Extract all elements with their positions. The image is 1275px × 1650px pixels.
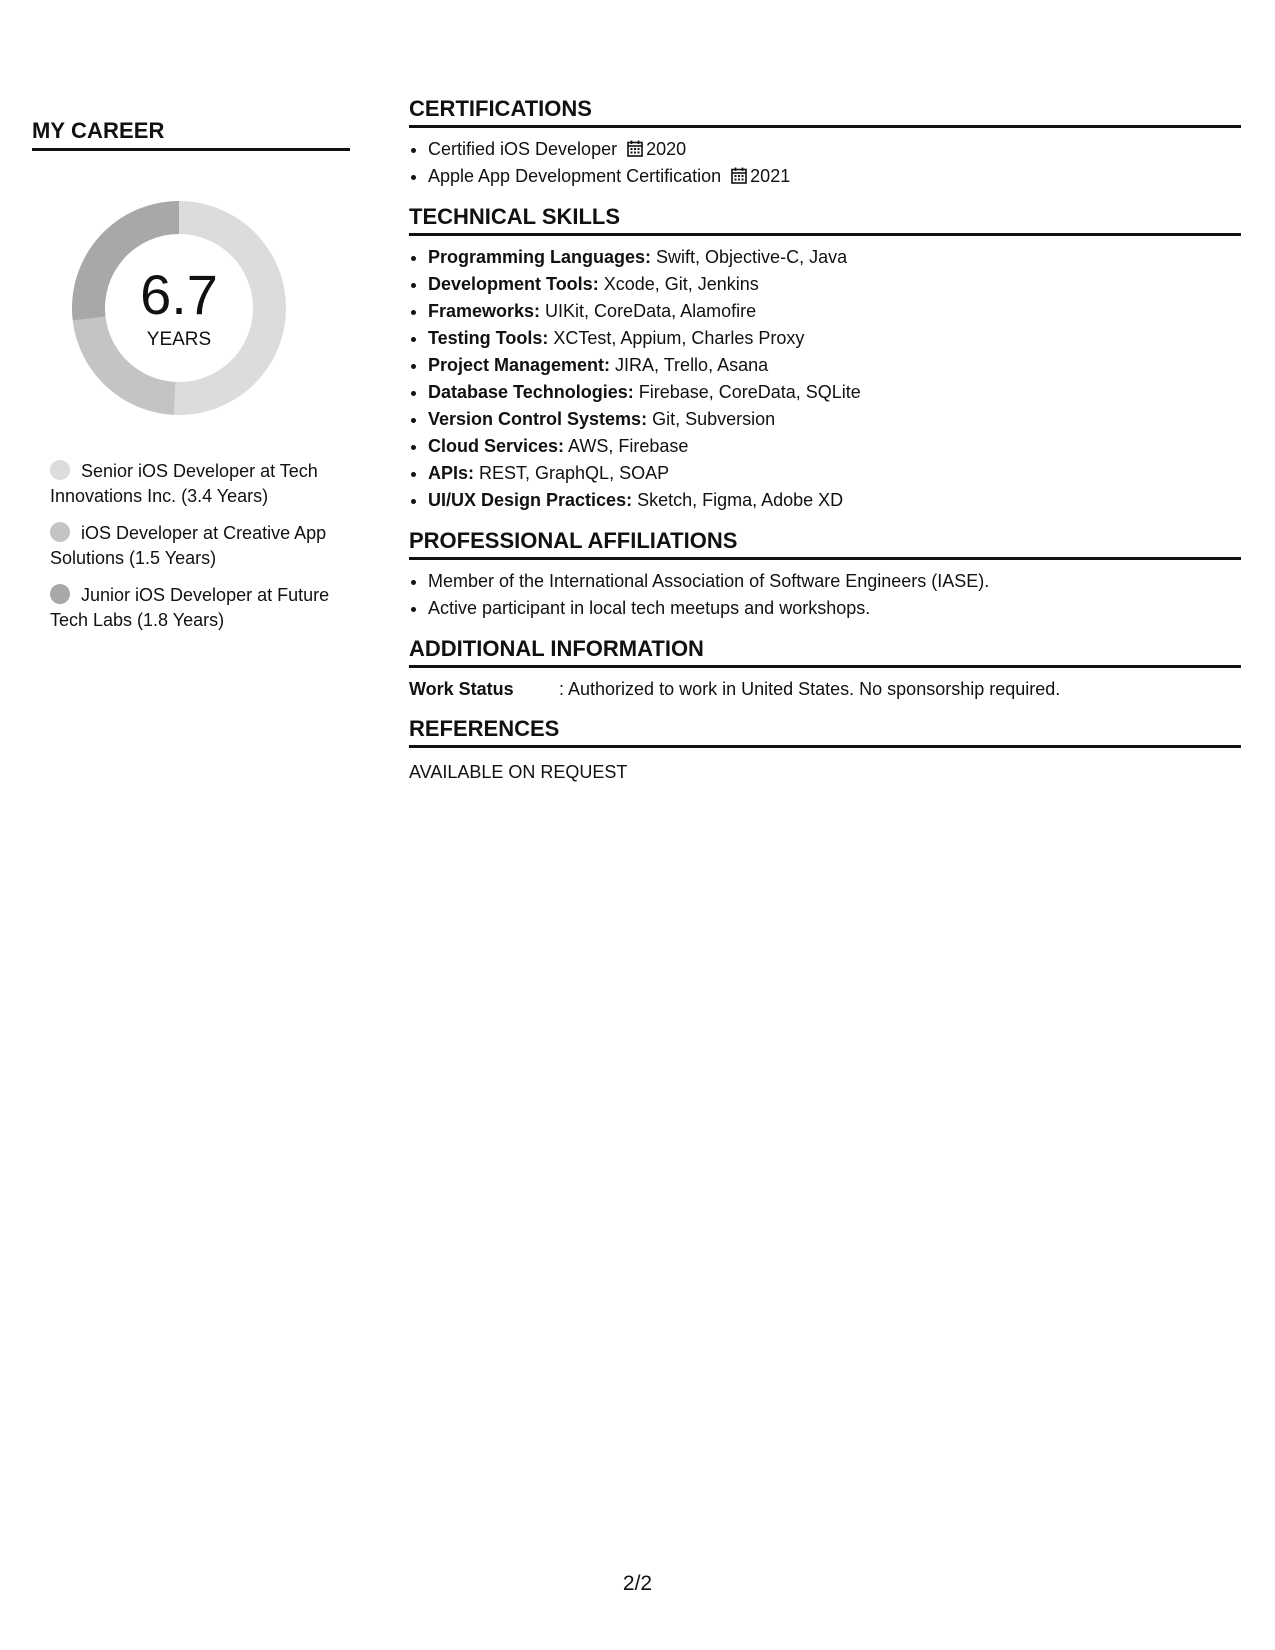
skill-item: [428, 379, 1241, 406]
skill-label: Development Tools:: [428, 274, 599, 294]
affiliations-list: [409, 568, 1241, 622]
total-years-unit: YEARS: [146, 329, 212, 350]
calendar-icon: [731, 167, 747, 184]
career-title: MY CAREER: [32, 118, 350, 151]
donut-center: [66, 195, 292, 421]
skill-label: Testing Tools:: [428, 328, 549, 348]
affiliation-item: • Active participant in local tech meetups and workshops.: [428, 595, 1241, 622]
skill-value: XCTest, Appium, Charles Proxy: [548, 328, 805, 348]
certifications-title: CERTIFICATIONS: [409, 96, 1241, 128]
skill-item: [428, 460, 1241, 487]
legend-item: [50, 583, 350, 633]
certification-name: Certified iOS Developer: [428, 139, 618, 159]
total-years-value: 6.7: [140, 263, 218, 326]
skill-value: JIRA, Trello, Asana: [610, 355, 769, 375]
calendar-icon: [627, 140, 643, 157]
skill-label: Version Control Systems:: [428, 409, 648, 429]
skill-item: [428, 487, 1241, 514]
legend-label: Senior iOS Developer at Tech Innovations Inc. (3.4 Years): [50, 461, 318, 506]
work-status-value: : Authorized to work in United States. No sponsorship required.: [559, 679, 1061, 699]
skill-value: Swift, Objective-C, Java: [651, 247, 848, 267]
certification-item: [428, 136, 1241, 163]
additional-info-title: ADDITIONAL INFORMATION: [409, 636, 1241, 668]
legend-label: iOS Developer at Creative App Solutions (1.5 Years): [50, 523, 327, 568]
affiliation-item: • Member of the International Association of Software Engineers (IASE).: [428, 568, 1241, 595]
additional-info-section: [409, 636, 1241, 702]
work-status-label: Work Status: [409, 679, 514, 699]
technical-skills-title: TECHNICAL SKILLS: [409, 204, 1241, 236]
skill-value: Firebase, CoreData, SQLite: [633, 382, 861, 402]
skill-value: Xcode, Git, Jenkins: [598, 274, 759, 294]
legend-label: Junior iOS Developer at Future Tech Labs (1.8 Years): [50, 585, 330, 630]
skill-item: [428, 352, 1241, 379]
skill-item: [428, 325, 1241, 352]
career-legend: [50, 459, 350, 633]
certification-item: [428, 163, 1241, 190]
certification-name: Apple App Development Certification: [428, 166, 722, 186]
main-column: [409, 96, 1241, 799]
certifications-section: [409, 96, 1241, 190]
skills-list: [409, 244, 1241, 514]
legend-dot-icon: [50, 522, 70, 542]
skill-label: APIs:: [428, 463, 475, 483]
page-number: 2/2: [622, 1572, 653, 1595]
references-section: [409, 716, 1241, 785]
skill-value: AWS, Firebase: [564, 436, 689, 456]
legend-item: [50, 459, 350, 509]
legend-dot-icon: [50, 584, 70, 604]
skill-item: [428, 271, 1241, 298]
affiliations-section: [409, 528, 1241, 622]
skill-label: UI/UX Design Practices:: [428, 490, 633, 510]
references-title: REFERENCES: [409, 716, 1241, 748]
skill-label: Project Management:: [428, 355, 611, 375]
affiliations-title: PROFESSIONAL AFFILIATIONS: [409, 528, 1241, 560]
career-donut-chart: [66, 195, 292, 421]
skill-label: Programming Languages:: [428, 247, 652, 267]
certification-year: 2021: [750, 166, 791, 186]
skill-label: Frameworks:: [428, 301, 541, 321]
legend-dot-icon: [50, 460, 70, 480]
skill-label: Cloud Services:: [428, 436, 565, 456]
skill-item: [428, 298, 1241, 325]
skill-label: Database Technologies:: [428, 382, 634, 402]
skill-item: [428, 244, 1241, 271]
technical-skills-section: [409, 204, 1241, 514]
skill-value: UIKit, CoreData, Alamofire: [540, 301, 757, 321]
references-text: AVAILABLE ON REQUEST: [409, 762, 628, 782]
skill-value: Git, Subversion: [647, 409, 776, 429]
certification-year: 2020: [646, 139, 687, 159]
skill-value: REST, GraphQL, SOAP: [474, 463, 670, 483]
legend-item: [50, 521, 350, 571]
skill-value: Sketch, Figma, Adobe XD: [632, 490, 844, 510]
skill-item: [428, 406, 1241, 433]
certifications-list: [409, 136, 1241, 190]
work-status-row: [409, 676, 1241, 702]
career-sidebar: [32, 118, 350, 645]
skill-item: [428, 433, 1241, 460]
